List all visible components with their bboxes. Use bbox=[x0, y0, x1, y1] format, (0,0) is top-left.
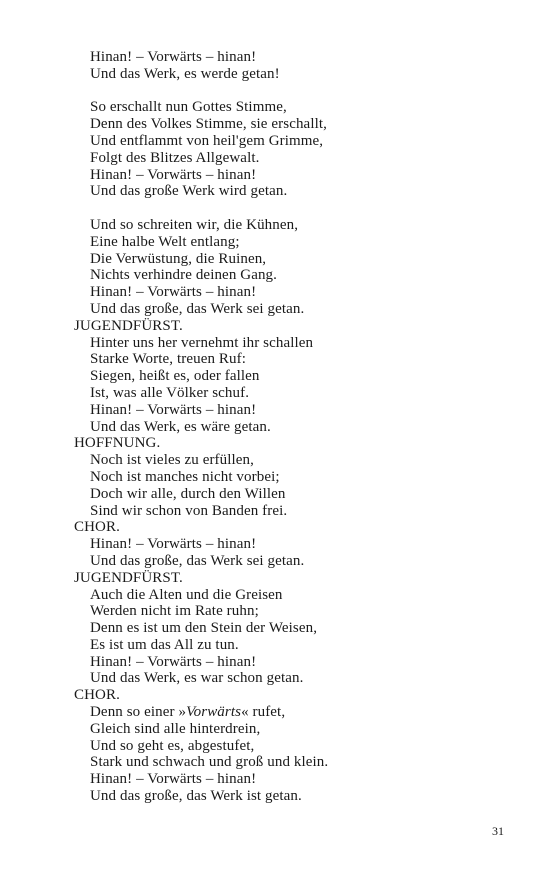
text-run: Denn so einer » bbox=[90, 704, 187, 721]
verse-line: Und das Werk, es wäre getan. bbox=[90, 418, 271, 435]
verse-line: Gleich sind alle hinterdrein, bbox=[90, 720, 261, 737]
verse-line: So erschallt nun Gottes Stimme, bbox=[90, 99, 287, 116]
speaker-label: HOFFNUNG. bbox=[74, 435, 161, 452]
verse-line: Hinan! – Vorwärts – hinan! bbox=[90, 536, 257, 553]
verse-line: Starke Worte, treuen Ruf: bbox=[90, 351, 246, 368]
verse-line: Noch ist vieles zu erfüllen, bbox=[90, 452, 254, 469]
verse-line: Und das Werk, es werde getan! bbox=[90, 65, 280, 82]
verse-line: Doch wir alle, durch den Willen bbox=[90, 485, 286, 502]
verse-line: Hinan! – Vorwärts – hinan! bbox=[90, 166, 257, 183]
verse-line: Und das Werk, es war schon getan. bbox=[90, 670, 304, 687]
verse-line: Auch die Alten und die Greisen bbox=[90, 586, 283, 603]
speaker-label: CHOR. bbox=[74, 687, 120, 704]
verse-line: Eine halbe Welt entlang; bbox=[90, 233, 240, 250]
speaker-label: JUGENDFÜRST. bbox=[74, 317, 183, 334]
verse-line: Ist, was alle Völker schuf. bbox=[90, 384, 250, 401]
verse-line: Noch ist manches nicht vorbei; bbox=[90, 468, 280, 485]
stanza-break bbox=[74, 83, 534, 100]
verse-line: Denn es ist um den Stein der Weisen, bbox=[90, 620, 318, 637]
verse-line: Und das große, das Werk sei getan. bbox=[90, 300, 305, 317]
page-number: 31 bbox=[492, 824, 504, 838]
verse-line: Hinter uns her vernehmt ihr schallen bbox=[90, 334, 314, 351]
emphasized-word: Vorwärts bbox=[186, 704, 242, 721]
verse-line: Sind wir schon von Banden frei. bbox=[90, 502, 288, 519]
verse-line: Folgt des Blitzes Allgewalt. bbox=[90, 149, 260, 166]
speaker-label: JUGENDFÜRST. bbox=[74, 569, 183, 586]
verse-line: Stark und schwach und groß und klein. bbox=[90, 754, 329, 771]
stanza-break bbox=[74, 200, 534, 217]
verse-line: Und das große Werk wird getan. bbox=[90, 183, 288, 200]
verse-line: Hinan! – Vorwärts – hinan! bbox=[90, 401, 257, 418]
verse-line: Und entflammt von heil'gem Grimme, bbox=[90, 132, 324, 149]
verse-line: Es ist um das All zu tun. bbox=[90, 636, 239, 653]
verse-line: Und das große, das Werk sei getan. bbox=[90, 552, 305, 569]
verse-line: Denn des Volkes Stimme, sie erschallt, bbox=[90, 116, 327, 133]
verse-line: Und so schreiten wir, die Kühnen, bbox=[90, 216, 299, 233]
verse-line: Hinan! – Vorwärts – hinan! bbox=[90, 284, 257, 301]
verse-line: Hinan! – Vorwärts – hinan! bbox=[90, 49, 257, 65]
verse-line bbox=[74, 704, 534, 721]
verse-line: Hinan! – Vorwärts – hinan! bbox=[90, 771, 257, 788]
verse-line: Hinan! – Vorwärts – hinan! bbox=[90, 653, 257, 670]
verse-line: Siegen, heißt es, oder fallen bbox=[90, 368, 260, 385]
verse-line: Nichts verhindre deinen Gang. bbox=[90, 267, 278, 284]
text-run: « rufet, bbox=[241, 704, 286, 721]
poem-text bbox=[74, 49, 534, 805]
verse-line: Die Verwüstung, die Ruinen, bbox=[90, 250, 267, 267]
speaker-label: CHOR. bbox=[74, 519, 120, 536]
verse-line: Werden nicht im Rate ruhn; bbox=[90, 603, 259, 620]
verse-line: Und das große, das Werk ist getan. bbox=[90, 788, 302, 805]
verse-line: Und so geht es, abgestufet, bbox=[90, 737, 255, 754]
